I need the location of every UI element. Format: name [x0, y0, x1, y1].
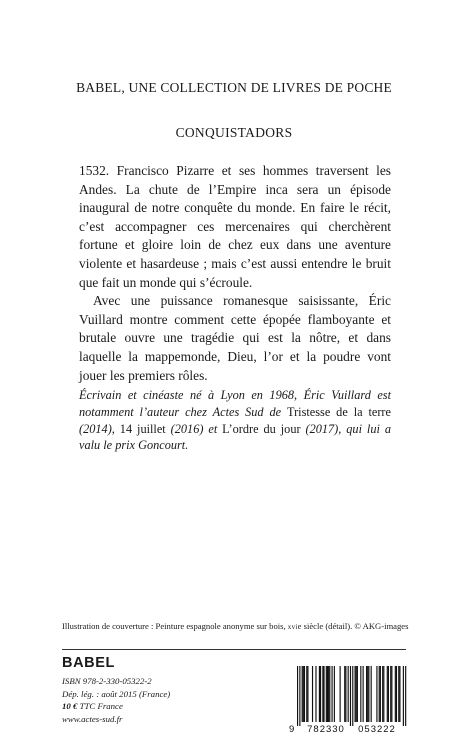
- barcode-bar: [302, 666, 303, 722]
- credit-century: xvi: [287, 623, 298, 631]
- barcode-bar: [380, 666, 381, 722]
- barcode-bars: [297, 666, 406, 726]
- barcode-bar: [388, 666, 389, 722]
- barcode-bar: [307, 666, 308, 722]
- bio-text-4: (2017), qui lui a valu le prix Goncourt.: [79, 421, 391, 453]
- barcode-bar: [382, 666, 383, 722]
- barcode-bar: [297, 666, 298, 726]
- barcode-bar: [356, 666, 357, 722]
- collection-line: BABEL, UNE COLLECTION DE LIVRES DE POCHE: [76, 80, 392, 95]
- divider-line: [62, 649, 406, 650]
- summary-paragraph-2: Avec une puissance romanesque saisissante, Éric Vuillard montre comment cette épopée flamboyante et brutale ouvre une tragédie qui est la nôtre, et dans laquelle la mappemonde, Dieu, l’or et la poudre vont jouer les premiers rôles.: [79, 293, 391, 383]
- barcode-bar: [320, 666, 321, 722]
- barcode-bar: [399, 666, 400, 722]
- isbn-line: ISBN 978-2-330-05322-2: [62, 676, 152, 686]
- price-value: 10 €: [62, 701, 78, 711]
- barcode-bar: [368, 666, 369, 722]
- barcode-bar: [312, 666, 313, 722]
- barcode: [286, 664, 416, 734]
- bio-book-1: Tristesse de la terre: [287, 404, 391, 419]
- credit-text-2: e siècle (détail). © AKG-images: [297, 621, 409, 631]
- barcode-bar: [326, 666, 327, 722]
- cover-credit: [62, 620, 414, 633]
- barcode-bar: [304, 666, 305, 722]
- barcode-bar: [398, 666, 399, 722]
- barcode-bar: [367, 666, 368, 722]
- barcode-bar: [345, 666, 346, 722]
- book-title: CONQUISTADORS: [175, 125, 293, 140]
- bio-text-1: Écrivain et cinéaste né à Lyon en 1968, Éric Vuillard est notamment l’auteur chez Actes Sud de: [79, 388, 391, 419]
- barcode-bar: [323, 666, 324, 722]
- barcode-bar: [355, 666, 356, 722]
- barcode-bar: [303, 666, 304, 722]
- barcode-bar: [363, 666, 364, 722]
- barcode-bar: [348, 666, 349, 722]
- barcode-bar: [319, 666, 320, 722]
- barcode-bar: [332, 666, 333, 722]
- barcode-bar: [403, 666, 404, 726]
- barcode-bar: [387, 666, 388, 722]
- barcode-bar: [405, 666, 406, 726]
- barcode-bar: [391, 666, 392, 722]
- barcode-bar: [390, 666, 391, 722]
- barcode-bar: [327, 666, 328, 722]
- barcode-graphic: [286, 664, 416, 734]
- barcode-bar: [340, 666, 341, 722]
- barcode-bar: [322, 666, 323, 722]
- price-line: [62, 700, 170, 713]
- barcode-bar: [315, 666, 316, 722]
- bio-text-3: (2016) et: [165, 421, 223, 436]
- barcode-bar: [334, 666, 335, 722]
- publisher-brand: BABEL: [62, 655, 115, 671]
- barcode-bar: [357, 666, 358, 722]
- credit-text-1: Illustration de couverture : Peinture espagnole anonyme sur bois,: [62, 621, 288, 631]
- barcode-bar: [352, 666, 353, 726]
- barcode-group-1: 782330: [307, 724, 345, 734]
- legal-deposit-line: Dép. lég. : août 2015 (France): [62, 688, 171, 699]
- barcode-bar: [328, 666, 329, 722]
- barcode-bar: [344, 666, 345, 722]
- barcode-bar: [329, 666, 330, 722]
- author-bio: [79, 387, 391, 454]
- barcode-bar: [376, 666, 377, 722]
- price-suffix: TTC France: [77, 701, 123, 711]
- summary-paragraph-1: 1532. Francisco Pizarre et ses hommes traversent les Andes. La chute de l’Empire inca sera un épisode inaugural de notre conquête du monde. En faire le récit, c’est accompagner ces mercenaires qui cherchèrent fortune et gloire loin de chez eux dans une aventure violente et hasardeuse ; mais c’est aussi entendre le bruit que fait un monde qui s’écroule.: [79, 163, 391, 290]
- barcode-bar: [383, 666, 384, 722]
- bio-text-2: (2014),: [79, 421, 120, 436]
- barcode-bar: [306, 666, 307, 722]
- barcode-group-2: 053222: [358, 724, 396, 734]
- summary-text: [79, 162, 391, 385]
- barcode-bar: [350, 666, 351, 726]
- barcode-bar: [371, 666, 372, 722]
- barcode-bar: [379, 666, 380, 722]
- barcode-bar: [360, 666, 361, 722]
- barcode-bar: [366, 666, 367, 722]
- barcode-bar: [395, 666, 396, 722]
- bio-book-2: 14 juillet: [119, 421, 166, 436]
- barcode-bar: [299, 666, 300, 726]
- publisher-meta: [62, 675, 170, 725]
- bio-book-3: L’ordre du jour: [222, 421, 301, 436]
- website-line: www.actes-sud.fr: [62, 713, 123, 724]
- barcode-bar: [396, 666, 397, 722]
- barcode-lead-digit: 9: [289, 724, 295, 734]
